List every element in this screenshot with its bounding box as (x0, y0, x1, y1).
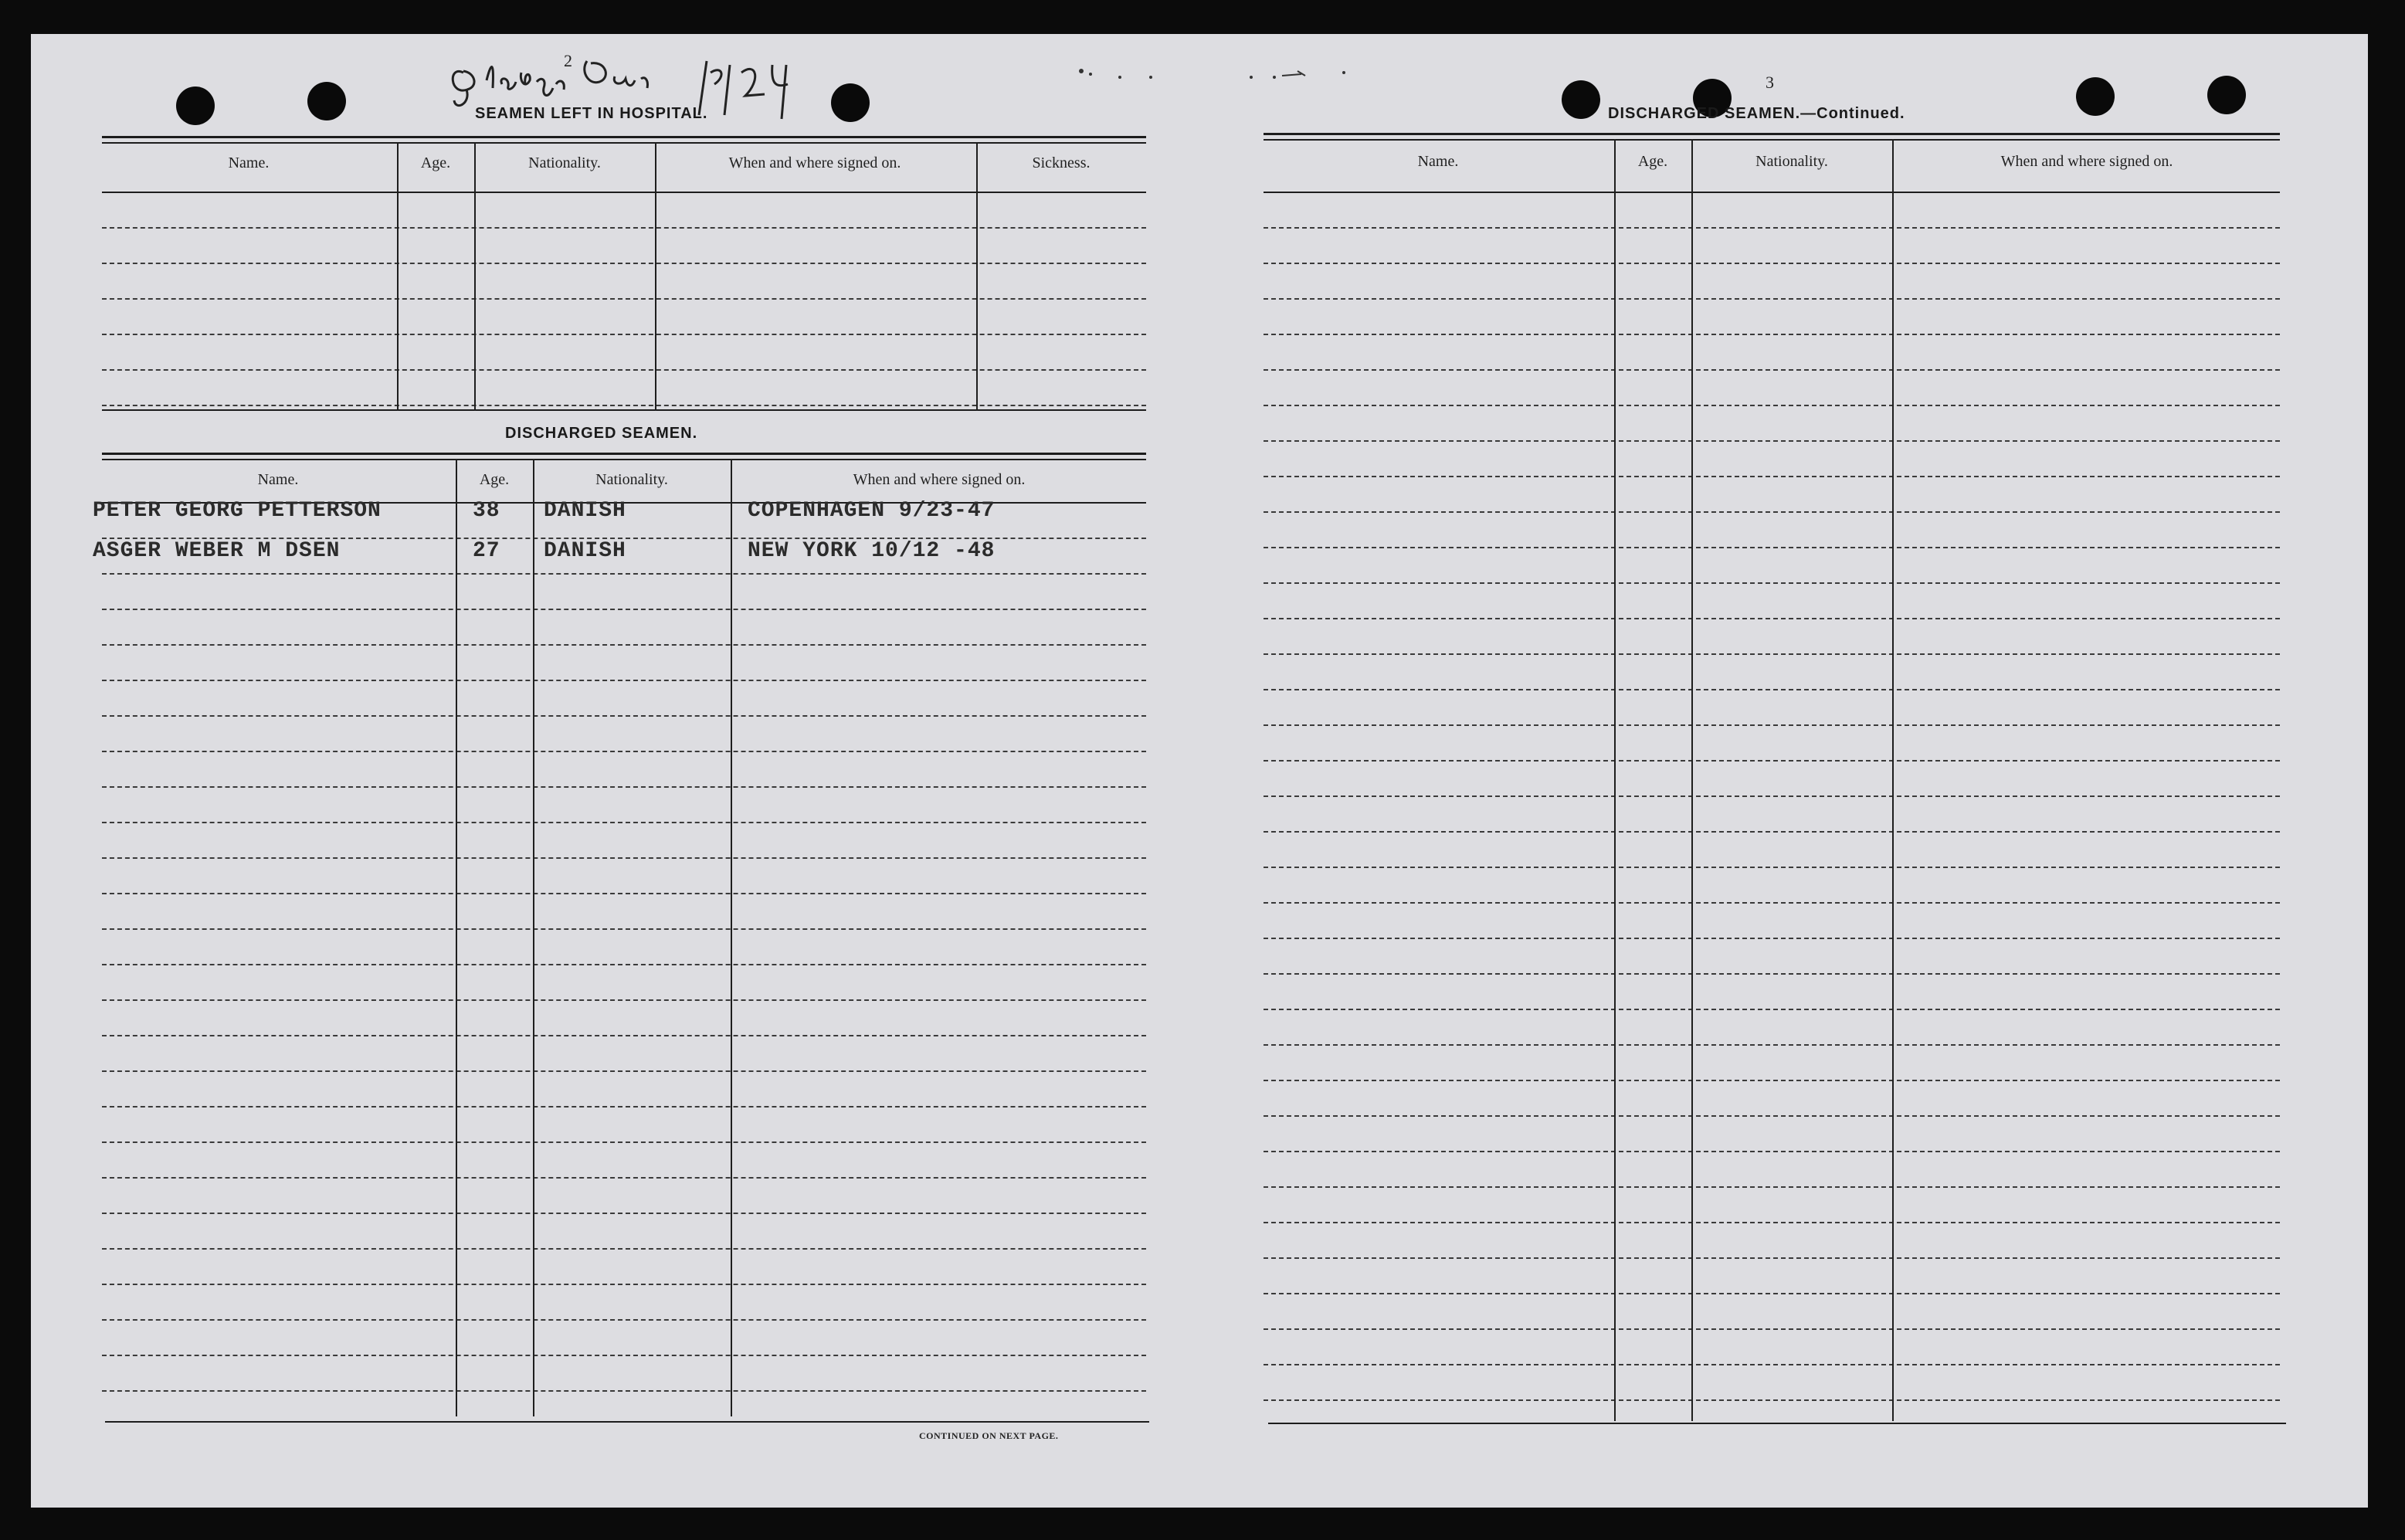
discharged-col-age: Age. (479, 471, 510, 488)
ruled-line (1264, 1044, 2280, 1046)
ruled-line (102, 1319, 1146, 1321)
page-number-right: 3 (1766, 73, 1774, 92)
ruled-line (1264, 689, 2280, 690)
discharged-col-divider (533, 459, 534, 1416)
seaman-age: 38 (473, 499, 500, 523)
ruled-line (102, 928, 1146, 930)
document-sheet (31, 34, 2368, 1508)
right-col-nationality: Nationality. (1755, 153, 1828, 170)
ruled-line (1264, 938, 2280, 939)
ruled-line (1264, 1257, 2280, 1259)
ruled-line (102, 786, 1146, 788)
ruled-line (1264, 1293, 2280, 1294)
ruled-line (1264, 795, 2280, 797)
ruled-line (102, 263, 1146, 264)
punch-hole (307, 82, 346, 120)
ruled-line (1264, 334, 2280, 335)
punch-hole (176, 86, 215, 125)
ruled-line (1264, 1399, 2280, 1401)
right-col-signed-on: When and where signed on. (2000, 153, 2173, 170)
hospital-col-signed-on: When and where signed on. (728, 154, 901, 171)
ruled-line (1264, 263, 2280, 264)
ruled-line (1264, 1364, 2280, 1365)
continued-note: CONTINUED ON NEXT PAGE. (919, 1430, 1059, 1441)
ruled-line (102, 1070, 1146, 1072)
hospital-col-nationality: Nationality. (528, 154, 601, 171)
ruled-line (102, 751, 1146, 752)
right-top-rule-2 (1264, 139, 2280, 141)
right-col-divider (1614, 139, 1616, 1421)
ruled-line (102, 822, 1146, 823)
ruled-line (1264, 1151, 2280, 1152)
ruled-line (1264, 547, 2280, 548)
ruled-line (1264, 476, 2280, 477)
ruled-line (1264, 724, 2280, 726)
ruled-line (102, 227, 1146, 229)
ruled-line (102, 1284, 1146, 1285)
discharged-col-nationality: Nationality. (595, 471, 668, 488)
hospital-col-divider (474, 142, 476, 411)
hospital-section-title: SEAMEN LEFT IN HOSPITAL. (475, 105, 708, 122)
seaman-nationality: DANISH (544, 539, 626, 563)
punch-hole (2076, 77, 2115, 116)
ruled-line (102, 1141, 1146, 1143)
stray-marks (1074, 57, 1352, 88)
ruled-line (102, 369, 1146, 371)
discharged-top-rule-2 (102, 459, 1146, 460)
ruled-line (102, 1106, 1146, 1108)
ruled-line (102, 405, 1146, 406)
punch-hole (1562, 80, 1600, 119)
ruled-line (102, 893, 1146, 894)
right-header-rule (1264, 192, 2280, 193)
ruled-line (1264, 405, 2280, 406)
punch-hole (2207, 76, 2246, 114)
discharged-col-signed-on: When and where signed on. (853, 471, 1026, 488)
discharged-col-divider (456, 459, 457, 1416)
ruled-line (102, 1355, 1146, 1356)
ruled-line (102, 538, 1146, 539)
ruled-line (102, 1248, 1146, 1250)
seaman-name: ASGER WEBER M DSEN (93, 539, 341, 563)
hospital-top-rule (102, 136, 1146, 138)
ruled-line (1264, 867, 2280, 868)
ruled-line (102, 1390, 1146, 1392)
hospital-col-divider (976, 142, 978, 411)
ruled-line (102, 964, 1146, 965)
discharged-section-title: DISCHARGED SEAMEN. (505, 425, 698, 442)
ruled-line (1264, 1115, 2280, 1117)
ruled-line (1264, 369, 2280, 371)
ruled-line (1264, 618, 2280, 619)
seaman-nationality: DANISH (544, 499, 626, 523)
ruled-line (102, 609, 1146, 610)
discharged-top-rule (102, 453, 1146, 455)
seaman-age: 27 (473, 539, 500, 563)
seaman-name: PETER GEORG PETTERSON (93, 499, 382, 523)
ruled-line (102, 857, 1146, 859)
right-col-divider (1691, 139, 1693, 1421)
ruled-line (1264, 582, 2280, 584)
ruled-line (102, 715, 1146, 717)
ruled-line (1264, 1328, 2280, 1330)
hospital-bottom-rule (102, 409, 1146, 411)
ruled-line (1264, 831, 2280, 833)
ruled-line (1264, 653, 2280, 655)
right-section-title: DISCHARGED SEAMEN.—Continued. (1608, 105, 1905, 122)
ruled-line (1264, 902, 2280, 904)
discharged-col-name: Name. (257, 471, 299, 488)
ruled-line (1264, 973, 2280, 975)
right-bottom-rule (1268, 1423, 2286, 1424)
ruled-line (102, 298, 1146, 300)
seaman-signed-on: COPENHAGEN 9/23-47 (748, 499, 996, 523)
ruled-line (102, 680, 1146, 681)
discharged-col-divider (731, 459, 732, 1416)
hospital-col-name: Name. (228, 154, 270, 171)
ruled-line (102, 1035, 1146, 1036)
ruled-line (1264, 440, 2280, 442)
ruled-line (1264, 1009, 2280, 1010)
hospital-col-sickness: Sickness. (1032, 154, 1091, 171)
ruled-line (1264, 298, 2280, 300)
ruled-line (1264, 1080, 2280, 1081)
ruled-line (1264, 1222, 2280, 1223)
seaman-signed-on: NEW YORK 10/12 -48 (748, 539, 996, 563)
ruled-line (102, 1177, 1146, 1179)
ruled-line (1264, 511, 2280, 513)
hospital-col-age: Age. (420, 154, 451, 171)
page-number-left: 2 (564, 51, 572, 70)
hospital-top-rule-2 (102, 142, 1146, 144)
hospital-header-rule (102, 192, 1146, 193)
ruled-line (102, 999, 1146, 1001)
ruled-line (1264, 1186, 2280, 1188)
hospital-col-divider (397, 142, 399, 411)
ruled-line (1264, 760, 2280, 762)
right-col-divider (1892, 139, 1894, 1421)
right-top-rule (1264, 133, 2280, 135)
ruled-line (102, 334, 1146, 335)
right-col-name: Name. (1417, 153, 1459, 170)
ruled-line (102, 1213, 1146, 1214)
ruled-line (1264, 227, 2280, 229)
right-col-age: Age. (1637, 153, 1668, 170)
hospital-col-divider (655, 142, 656, 411)
discharged-bottom-rule (105, 1421, 1149, 1423)
ruled-line (102, 573, 1146, 575)
ruled-line (102, 644, 1146, 646)
